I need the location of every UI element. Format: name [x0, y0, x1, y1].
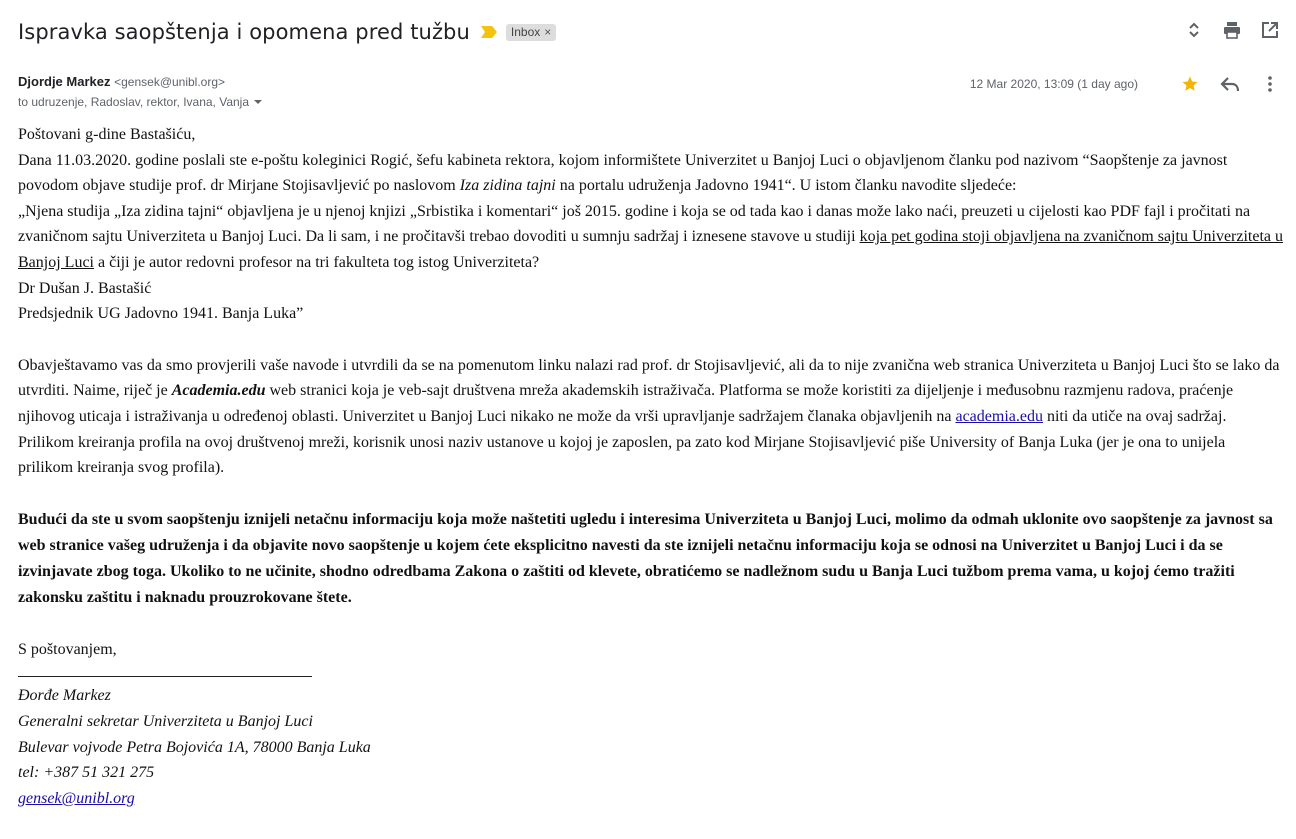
spacer: [18, 481, 1284, 507]
sender-name[interactable]: Djordje Markez: [18, 74, 111, 89]
remove-label-icon[interactable]: ×: [544, 24, 552, 39]
quote-signature-title: Predsjednik UG Jadovno 1941. Banja Luka”: [18, 305, 304, 323]
signature-phone: tel: +387 51 321 275: [18, 764, 155, 782]
email-body: [18, 122, 1284, 811]
response-text-c: niti da utiče na ovaj sadržaj. Prilikom kreiranja profila na ovoj društvenoj mreži, korisnik unosi naziv ustanove u kojoj je zaposlen, pa zato kod Mirjane Stojisavljević piše University of Banja Luka (jer je ona to unijela prilikom kreiranja svog profila).: [18, 407, 1227, 477]
reply-icon[interactable]: [1220, 74, 1240, 94]
quoted-paragraph: [18, 199, 1284, 276]
study-title-italic: Iza zidina tajni: [459, 177, 556, 195]
signature-name: Đorđe Markez: [18, 687, 111, 705]
quote-signature-name: Dr Dušan J. Bastašić: [18, 279, 152, 297]
intro-text-a: Dana 11.03.2020. godine poslali ste e-poštu koleginici Rogić, šefu kabineta rektora, kojom informištete Univerzitet u Banjoj Luci o objavljenom članku pod nazivom “Saopštenje za javnost povodom objave studije prof. dr Mirjane Stojisavljević po naslovom: [18, 151, 1228, 195]
message-date: 12 Mar 2020, 13:09 (1 day ago): [969, 77, 1138, 91]
expand-collapse-icon[interactable]: [1184, 20, 1204, 40]
star-icon[interactable]: [1180, 74, 1200, 94]
recipients-line: [18, 95, 263, 109]
email-subject: Ispravka saopštenja i opomena pred tužbu: [18, 20, 470, 44]
sender-email: <gensek@unibl.org>: [114, 75, 226, 89]
academia-link[interactable]: academia.edu: [955, 407, 1043, 425]
email-header: [18, 16, 556, 48]
spacer: [18, 327, 1284, 353]
closing: S poštovanjem,: [18, 640, 117, 658]
sender-line: [18, 74, 225, 89]
thread-toolbar: [1184, 20, 1280, 40]
more-options-icon[interactable]: [1260, 74, 1280, 94]
open-new-window-icon[interactable]: [1260, 20, 1280, 40]
response-paragraph: [18, 353, 1284, 481]
intro-text-b: na portalu udruženja Jadovno 1941“. U istom članku navodite sljedeće:: [555, 177, 1017, 195]
signature-divider: [18, 676, 312, 677]
recipients-text: to udruzenje, Radoslav, rektor, Ivana, Vanja: [18, 95, 250, 109]
importance-marker-icon[interactable]: [480, 25, 498, 39]
inbox-label-text: Inbox: [510, 24, 541, 39]
demand-paragraph: Budući da ste u svom saopštenju iznijeli netačnu informaciju koja može naštetiti ugledu i interesima Univerziteta u Banjoj Luci, molimo da odmah uklonite ovo saopštenje za javnost sa web stranice vašeg udruženja i da objavite novo saopštenje u kojem ćete eksplicitno navesti da ste iznijeli netačnu informaciju koja se odnosi na Univerzitet u Banjoj Luci i da se izvinjavate zbog toga. Ukoliko to ne učinite, shodno odredbama Zakona o zaštiti od klevete, obratićemo se nadležnom sudu u Banja Luci tužbom prema vama, u kojoj ćemo tražiti zakonsku zaštitu i naknadu prouzrokovane štete.: [18, 510, 1273, 606]
greeting: Poštovani g-dine Bastašiću,: [18, 126, 196, 143]
academia-name: Academia.edu: [171, 382, 266, 400]
spacer: [18, 611, 1284, 637]
signature-email-link[interactable]: gensek@unibl.org: [18, 789, 135, 807]
quote-text-a: „Njena studija „Iza zidina tajni“ objavljena je u njenoj knjizi „Srbistika i komentari“ još 2015. godine i koja se od tada kao i danas može lako naći, preuzeti u cijelosti kao PDF fajl i pročitati na zvaničnom sajtu Univerziteta u Banjoj Luci. Da li sam, i ne pročitavši trebao dovoditi u sumnju sadržaj i iznesene stavove u studiji: [18, 202, 1251, 246]
signature-title: Generalni sekretar Univerziteta u Banjoj Luci: [18, 712, 313, 730]
inbox-label-chip: [506, 24, 556, 41]
signature-address: Bulevar vojvode Petra Bojovića 1A, 78000 Banja Luka: [18, 738, 371, 756]
quote-text-b: a čiji je autor redovni profesor na tri fakulteta tog istog Univerziteta?: [93, 253, 540, 271]
response-text-a: Obavještavamo vas da smo provjerili vaše navode i utvrdili da se na pomenutom linku nalazi rad prof. dr Stojisavljević, ali da to nije zvanična web stranica Univerziteta u Banjoj Luci što se lako da utvrditi. Naime, riječ je: [18, 356, 1280, 400]
intro-paragraph: [18, 148, 1284, 199]
print-icon[interactable]: [1222, 20, 1242, 40]
message-meta: [970, 74, 1280, 94]
response-text-b: web stranici koja je veb-sajt društvena mreža akademskih istraživača. Platforma se može koristiti za dijeljenje i međusobnu razmjenu radova, praćenje njihovog uticaja i istraživanja u određenoj oblasti. Univerzitet u Banjoj Luci nikako ne može da vrši upravljanje sadržajem članaka objavljenih na: [18, 382, 1234, 425]
show-details-caret-icon[interactable]: [253, 97, 263, 107]
signature-email-line: [18, 786, 1284, 812]
quote-underlined: koja pet godina stoji objavljena na zvaničnom sajtu Univerziteta u Banjoj Luci: [18, 228, 1284, 271]
